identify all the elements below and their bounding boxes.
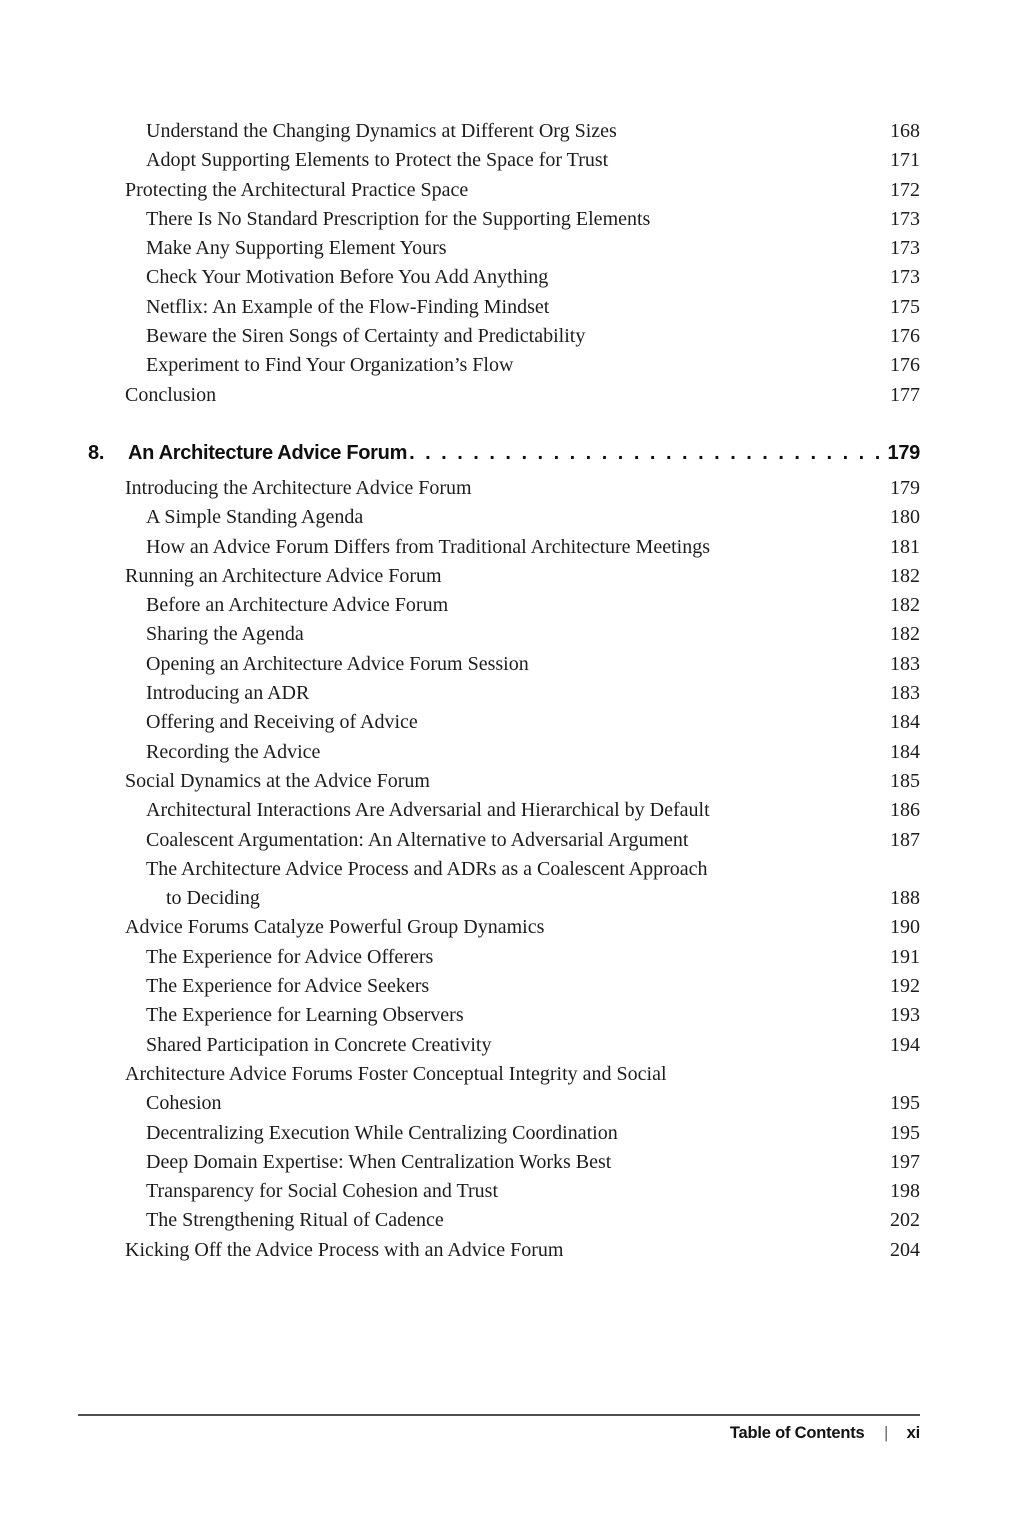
toc-entry-title: Recording the Advice [146, 740, 321, 763]
toc-entry [80, 176, 920, 205]
toc-entry [80, 1060, 920, 1089]
toc-entry-title: The Experience for Learning Observers [146, 1004, 464, 1027]
toc-entry-title: Check Your Motivation Before You Add Anything [146, 266, 549, 289]
toc-entry [80, 767, 920, 796]
toc-entry-title: Experiment to Find Your Organization’s Flow [146, 354, 514, 377]
toc-entry-page-number: 182 [890, 594, 920, 617]
toc-entry-page-number: 183 [890, 652, 920, 675]
toc-section-chapter-8 [80, 474, 920, 1265]
toc-entry-page-number: 191 [890, 945, 920, 968]
footer-separator: | [884, 1424, 888, 1442]
chapter-page-number: 179 [887, 441, 920, 464]
toc-entry-title: The Architecture Advice Process and ADRs as a Coalescent Approach [146, 857, 708, 880]
toc-entry [80, 1148, 920, 1177]
toc-entry [80, 117, 920, 146]
toc-entry-page-number: 181 [890, 535, 920, 558]
toc-entry [80, 503, 920, 532]
toc-entry-page-number: 202 [890, 1209, 920, 1232]
toc-entry-page-number: 173 [890, 266, 920, 289]
toc-entry [80, 679, 920, 708]
toc-entry [80, 972, 920, 1001]
toc-entry [80, 381, 920, 410]
toc-entry-title: Understand the Changing Dynamics at Different Org Sizes [146, 120, 617, 142]
toc-entry-page-number: 176 [890, 354, 920, 377]
toc-entry-title: Introducing the Architecture Advice Forum [125, 476, 472, 499]
toc-entry [80, 913, 920, 942]
toc-entry-title: The Experience for Advice Seekers [146, 975, 430, 998]
toc-entry-title: Kicking Off the Advice Process with an Advice Forum [125, 1238, 564, 1261]
toc-entry [80, 855, 920, 884]
toc-entry-title: Opening an Architecture Advice Forum Session [146, 652, 529, 675]
toc-entry-title: Conclusion [125, 383, 217, 406]
toc-entry [80, 620, 920, 649]
toc-entry-page-number: 195 [890, 1092, 920, 1115]
toc-entry-page-number: 198 [890, 1180, 920, 1203]
toc-entry-page-number: 204 [890, 1238, 920, 1261]
toc-entry-page-number: 173 [890, 207, 920, 230]
toc-entry-page-number: 183 [890, 682, 920, 705]
toc-entry-page-number: 172 [890, 178, 920, 201]
toc-entry [80, 1001, 920, 1030]
toc-entry [80, 943, 920, 972]
toc-entry [80, 263, 920, 292]
toc-entry [80, 1236, 920, 1265]
footer-section-label: Table of Contents [729, 1424, 865, 1442]
toc-entry-title: The Experience for Advice Offerers [146, 945, 434, 968]
toc-entry [80, 533, 920, 562]
toc-entry-title: Architectural Interactions Are Adversarial and Hierarchical by Default [146, 799, 710, 822]
toc-entry [80, 1119, 920, 1148]
toc-entry [80, 351, 920, 380]
toc-entry-title: Protecting the Architectural Practice Space [125, 178, 469, 201]
page-footer [78, 1414, 920, 1443]
toc-entry-title: Decentralizing Execution While Centralizing Coordination [146, 1121, 618, 1144]
toc-entry [80, 562, 920, 591]
footer-page-number: xi [906, 1424, 920, 1442]
toc-entry [80, 146, 920, 175]
toc-entry [80, 884, 920, 913]
toc-entry-title: There Is No Standard Prescription for the Supporting Elements [146, 207, 651, 230]
toc-entry-title: The Strengthening Ritual of Cadence [146, 1209, 444, 1232]
toc-entry-page-number: 168 [890, 120, 920, 142]
toc-entry-page-number: 184 [890, 740, 920, 763]
chapter-title: An Architecture Advice Forum [128, 441, 408, 464]
toc-entry-title: Offering and Receiving of Advice [146, 711, 418, 734]
toc-entry [80, 650, 920, 679]
toc-entry-title: Social Dynamics at the Advice Forum [125, 769, 430, 792]
toc-entry [80, 738, 920, 767]
toc-entry-title: Netflix: An Example of the Flow-Finding Mindset [146, 295, 550, 318]
toc-entry-title: Beware the Siren Songs of Certainty and Predictability [146, 325, 586, 348]
toc-entry [80, 1031, 920, 1060]
toc-entry-title: to Deciding [166, 887, 260, 910]
toc-entry-title: Shared Participation in Concrete Creativity [146, 1033, 492, 1056]
toc-entry-title: Before an Architecture Advice Forum [146, 594, 449, 617]
toc-entry-page-number: 180 [890, 506, 920, 529]
toc-entry-page-number: 177 [890, 383, 920, 406]
toc-entry-page-number: 182 [890, 623, 920, 646]
toc-entry-title: Introducing an ADR [146, 682, 310, 705]
toc-entry-page-number: 186 [890, 799, 920, 822]
toc-entry [80, 322, 920, 351]
footer-rule [78, 1414, 920, 1416]
footer-text [78, 1424, 920, 1443]
toc-entry [80, 591, 920, 620]
toc-entry-page-number: 182 [890, 564, 920, 587]
toc-entry-page-number: 194 [890, 1033, 920, 1056]
toc-entry-page-number: 175 [890, 295, 920, 318]
toc-entry [80, 796, 920, 825]
toc-entry-title: Sharing the Agenda [146, 623, 304, 646]
toc-entry-title: Adopt Supporting Elements to Protect the Space for Trust [146, 149, 609, 172]
toc-entry-title: Deep Domain Expertise: When Centralization Works Best [146, 1150, 612, 1173]
toc-entry-page-number: 193 [890, 1004, 920, 1027]
toc-entry [80, 1206, 920, 1235]
toc-section-pre-chapter [80, 117, 920, 410]
toc-entry [80, 234, 920, 263]
toc-entry [80, 205, 920, 234]
toc-entry-page-number: 197 [890, 1150, 920, 1173]
toc-entry-title: Cohesion [146, 1092, 222, 1115]
toc-entry-title: Transparency for Social Cohesion and Trust [146, 1180, 499, 1203]
toc-entry-title: Architecture Advice Forums Foster Conceptual Integrity and Social [125, 1062, 667, 1085]
toc-entry-page-number: 192 [890, 975, 920, 998]
toc-entry-page-number: 188 [890, 887, 920, 910]
toc-entry-page-number: 184 [890, 711, 920, 734]
toc-entry-page-number: 171 [890, 149, 920, 172]
toc-entry-title: How an Advice Forum Differs from Traditional Architecture Meetings [146, 535, 710, 558]
dot-leader [409, 436, 884, 470]
toc-entry [80, 293, 920, 322]
toc-entry-title: Running an Architecture Advice Forum [125, 564, 442, 587]
toc-entry-page-number: 176 [890, 325, 920, 348]
toc-entry-title: Make Any Supporting Element Yours [146, 237, 447, 260]
toc-entry-page-number: 195 [890, 1121, 920, 1144]
toc-entry-page-number: 190 [890, 916, 920, 939]
toc-entry [80, 474, 920, 503]
toc-entry-title: A Simple Standing Agenda [146, 506, 364, 529]
toc-list [80, 117, 920, 1265]
toc-entry [80, 826, 920, 855]
toc-entry [80, 708, 920, 737]
toc-entry-title: Coalescent Argumentation: An Alternative to Adversarial Argument [146, 828, 689, 851]
toc-entry-page-number: 187 [890, 828, 920, 851]
toc-entry-page-number: 173 [890, 237, 920, 260]
toc-entry-title: Advice Forums Catalyze Powerful Group Dynamics [125, 916, 545, 939]
toc-entry [80, 1177, 920, 1206]
toc-entry [80, 1089, 920, 1118]
chapter-number: 8. [88, 441, 105, 464]
toc-entry-page-number: 179 [890, 476, 920, 499]
toc-entry-page-number: 185 [890, 769, 920, 792]
chapter-heading [80, 436, 920, 470]
